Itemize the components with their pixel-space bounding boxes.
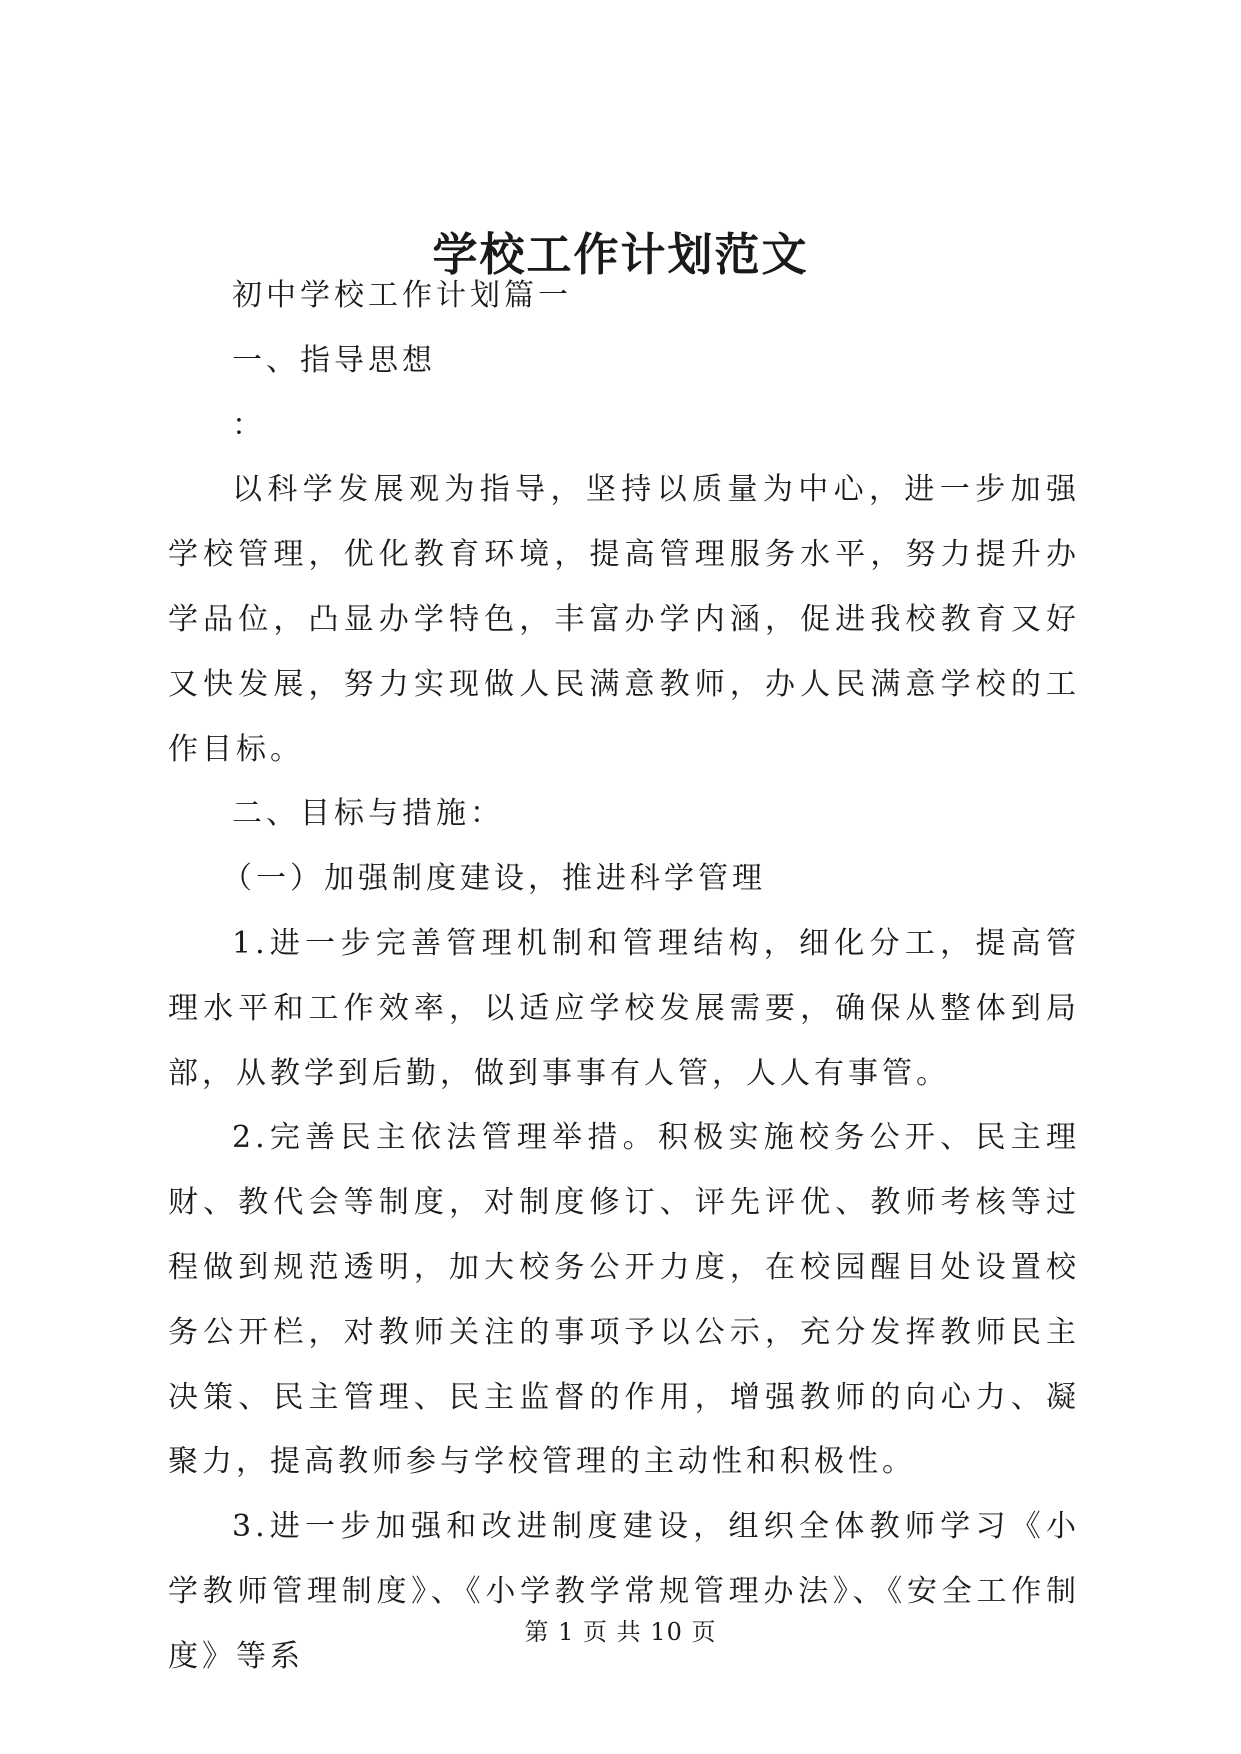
paragraph-heading-2: 二、目标与措施： — [232, 796, 504, 832]
paragraph-subheading-1: （一）加强制度建设，推进科学管理 — [222, 861, 766, 897]
paragraph-heading-1: 一、指导思想 — [232, 342, 436, 378]
paragraph-item-2: 2.完善民主依法管理举措。积极实施校务公开、民主理财、教代会等制度，对制度修订、评先评优、教师考核等过程做到规范透明，加大校务公开力度，在校园醒目处设置校务公开栏，对教师关注的事项予以公示，充分发挥教师民主决策、民主管理、民主监督的作用，增强教师的向心力、凝聚力，提高教师参与学校管理的主动性和积极性。 — [168, 1120, 1080, 1480]
paragraph-item-3: 3.进一步加强和改进制度建设，组织全体教师学习《小学教师管理制度》、《小学教学常规管理办法》、《安全工作制度》等系 — [168, 1509, 1080, 1674]
paragraph-subtitle: 初中学校工作计划篇一 — [232, 278, 572, 313]
paragraph-item-1: 1.进一步完善管理机制和管理结构，细化分工，提高管理水平和工作效率，以适应学校发展需要，确保从整体到局部，从教学到后勤，做到事事有人管，人人有事管。 — [168, 925, 1080, 1091]
paragraph-guiding-thought: 以科学发展观为指导，坚持以质量为中心，进一步加强学校管理，优化教育环境，提高管理服务水平，努力提升办学品位，凸显办学特色，丰富办学内涵，促进我校教育又好又快发展，努力实现做人民满意教师，办人民满意学校的工作目标。 — [168, 472, 1080, 767]
document-title: 学校工作计划范文 — [432, 228, 809, 281]
paragraph-colon: ： — [232, 407, 266, 443]
document-body — [168, 264, 1080, 1690]
page-footer: 第 1 页 共 10 页 — [524, 1618, 717, 1646]
